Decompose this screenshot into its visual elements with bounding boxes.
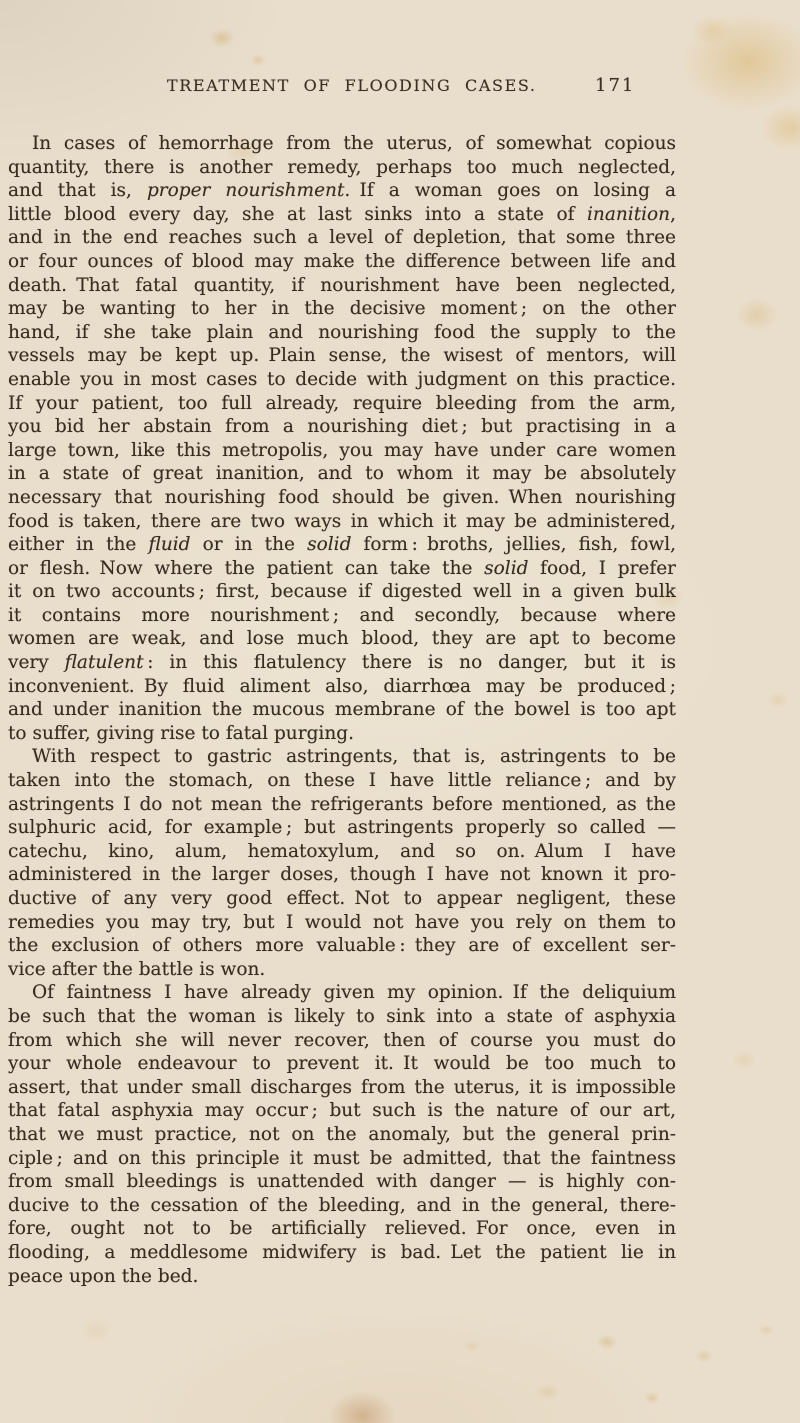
text-segment: hand, if she take plain and nourishing food the supply to the (8, 321, 676, 343)
text-segment: astringents I do not mean the refrigerants before mentioned, as the (8, 793, 676, 815)
page-title: TREATMENT OF FLOODING CASES. (167, 76, 537, 95)
text-line (8, 439, 676, 463)
text-line (8, 981, 676, 1005)
text-segment: and in the end reaches such a level of depletion, that some three (8, 227, 676, 249)
text-line (8, 203, 676, 227)
text-line (8, 1170, 676, 1194)
italic-text: fluid (148, 534, 191, 556)
text-segment: ciple ; and on this principle it must be admitted, that the faintness (8, 1147, 676, 1169)
text-line (8, 156, 676, 180)
text-line (8, 1265, 676, 1289)
text-segment: large town, like this metropolis, you may have under care women (8, 439, 676, 461)
text-segment: it contains more nourishment ; and secondly, because where (8, 604, 676, 626)
text-segment: remedies you may try, but I would not have you rely on them to (8, 911, 676, 933)
text-segment: from small bleedings is unattended with danger — is highly con- (8, 1171, 676, 1193)
italic-text: inanition (587, 203, 671, 225)
text-line (8, 651, 676, 675)
text-line (8, 580, 676, 604)
text-line (8, 179, 676, 203)
body-text (8, 132, 676, 1288)
text-segment: the exclusion of others more valuable : they are of excellent ser- (8, 935, 676, 957)
text-segment: enable you in most cases to decide with judgment on this practice. (8, 368, 676, 390)
text-line (8, 698, 676, 722)
text-segment: administered in the larger doses, though I have not known it pro- (8, 864, 676, 886)
text-segment: form : broths, jellies, fish, fowl, (351, 534, 676, 556)
paragraph (8, 745, 676, 981)
text-line (8, 745, 676, 769)
text-line (8, 958, 676, 982)
text-segment: and under inanition the mucous membrane of the bowel is too apt (8, 699, 676, 721)
text-line (8, 510, 676, 534)
text-segment: vice after the battle is won. (8, 958, 266, 980)
running-head (8, 76, 676, 100)
italic-text: solid (307, 534, 352, 556)
text-segment: you bid her abstain from a nourishing diet ; but practising in a (8, 416, 676, 438)
text-line (8, 1029, 676, 1053)
text-line (8, 392, 676, 416)
text-line (8, 793, 676, 817)
text-segment: in a state of great inanition, and to whom it may be absolutely (8, 463, 676, 485)
text-segment: very (8, 652, 65, 674)
text-segment: flooding, a meddlesome midwifery is bad. Let the patient lie in (8, 1241, 676, 1263)
page-number: 171 (595, 75, 636, 96)
text-segment: or four ounces of blood may make the difference between life and (8, 250, 676, 272)
text-line (8, 226, 676, 250)
text-segment: In cases of hemorrhage from the uterus, of somewhat copious (32, 133, 676, 154)
text-segment: sulphuric acid, for example ; but astringents properly so called — (8, 817, 676, 839)
text-segment: that fatal asphyxia may occur ; but such is the nature of our art, (8, 1100, 676, 1122)
text-segment: be such that the woman is likely to sink into a state of asphyxia (8, 1005, 676, 1027)
text-segment: either in the (8, 534, 149, 556)
text-segment: food, I prefer (528, 557, 676, 579)
text-segment: If your patient, too full already, require bleeding from the arm, (8, 392, 676, 414)
text-segment: Of faintness I have already given my opinion. If the deliquium (32, 982, 676, 1004)
text-line (8, 533, 676, 557)
text-segment: ducive to the cessation of the bleeding, and in the general, there- (8, 1194, 676, 1216)
text-segment: women are weak, and lose much blood, they are apt to become (8, 628, 676, 650)
text-line (8, 1123, 676, 1147)
text-segment: fore, ought not to be artificially relieved. For once, even in (8, 1218, 676, 1240)
text-line (8, 816, 676, 840)
text-segment: catechu, kino, alum, hematoxylum, and so on. Alum I have (8, 840, 676, 862)
text-segment: necessary that nourishing food should be given. When nourishing (8, 486, 676, 508)
text-segment: death. That fatal quantity, if nourishment have been neglected, (8, 274, 676, 296)
text-line (8, 132, 676, 156)
text-line (8, 274, 676, 298)
text-line (8, 675, 676, 699)
text-segment: inconvenient. By fluid aliment also, diarrhœa may be produced ; (8, 675, 676, 697)
italic-text: flatulent (64, 652, 144, 674)
text-line (8, 321, 676, 345)
text-segment: food is taken, there are two ways in which it may be administered, (8, 510, 676, 532)
text-line (8, 1005, 676, 1029)
text-segment: may be wanting to her in the decisive moment ; on the other (8, 298, 676, 320)
text-segment: your whole endeavour to prevent it. It would be too much to (8, 1053, 676, 1075)
text-line (8, 1052, 676, 1076)
text-segment: from which she will never recover, then of course you must do (8, 1029, 676, 1051)
text-segment: peace upon the bed. (8, 1265, 199, 1287)
text-line (8, 557, 676, 581)
text-segment: it on two accounts ; first, because if digested well in a given bulk (8, 581, 676, 603)
text-segment: : in this flatulency there is no danger, but it is (143, 652, 676, 674)
text-segment: and that is, (8, 180, 147, 202)
text-segment: that we must practice, not on the anomaly, but the general prin- (8, 1123, 676, 1145)
text-line (8, 934, 676, 958)
text-segment: to suffer, giving rise to fatal purging. (8, 722, 354, 744)
text-segment: little blood every day, she at last sinks into a state of (8, 203, 587, 225)
text-line (8, 1217, 676, 1241)
text-line (8, 1241, 676, 1265)
paragraph (8, 981, 676, 1288)
text-segment: , (670, 203, 676, 225)
text-line (8, 1147, 676, 1171)
text-line (8, 486, 676, 510)
text-segment: quantity, there is another remedy, perhaps too much neglected, (8, 156, 676, 178)
text-segment: With respect to gastric astringents, that is, astringents to be (32, 746, 676, 768)
text-segment: or flesh. Now where the patient can take the (8, 557, 485, 579)
text-segment: taken into the stomach, on these I have little reliance ; and by (8, 770, 676, 792)
text-line (8, 1194, 676, 1218)
text-line (8, 250, 676, 274)
text-line (8, 462, 676, 486)
text-segment: vessels may be kept up. Plain sense, the wisest of mentors, will (8, 345, 676, 367)
text-line (8, 604, 676, 628)
text-line (8, 722, 676, 746)
text-line (8, 840, 676, 864)
italic-text: solid (484, 557, 529, 579)
text-line (8, 415, 676, 439)
text-line (8, 368, 676, 392)
text-line (8, 344, 676, 368)
italic-text: proper nourishment (146, 180, 345, 202)
text-line (8, 911, 676, 935)
text-line (8, 863, 676, 887)
text-segment: or in the (190, 534, 308, 556)
text-line (8, 887, 676, 911)
text-segment: assert, that under small discharges from the uterus, it is impossible (8, 1076, 676, 1098)
text-line (8, 627, 676, 651)
text-line (8, 1076, 676, 1100)
text-line (8, 1099, 676, 1123)
text-line (8, 769, 676, 793)
paragraph (8, 132, 676, 745)
text-segment: ductive of any very good effect. Not to appear negligent, these (8, 888, 676, 909)
text-segment: . If a woman goes on losing a (344, 180, 676, 202)
text-line (8, 297, 676, 321)
